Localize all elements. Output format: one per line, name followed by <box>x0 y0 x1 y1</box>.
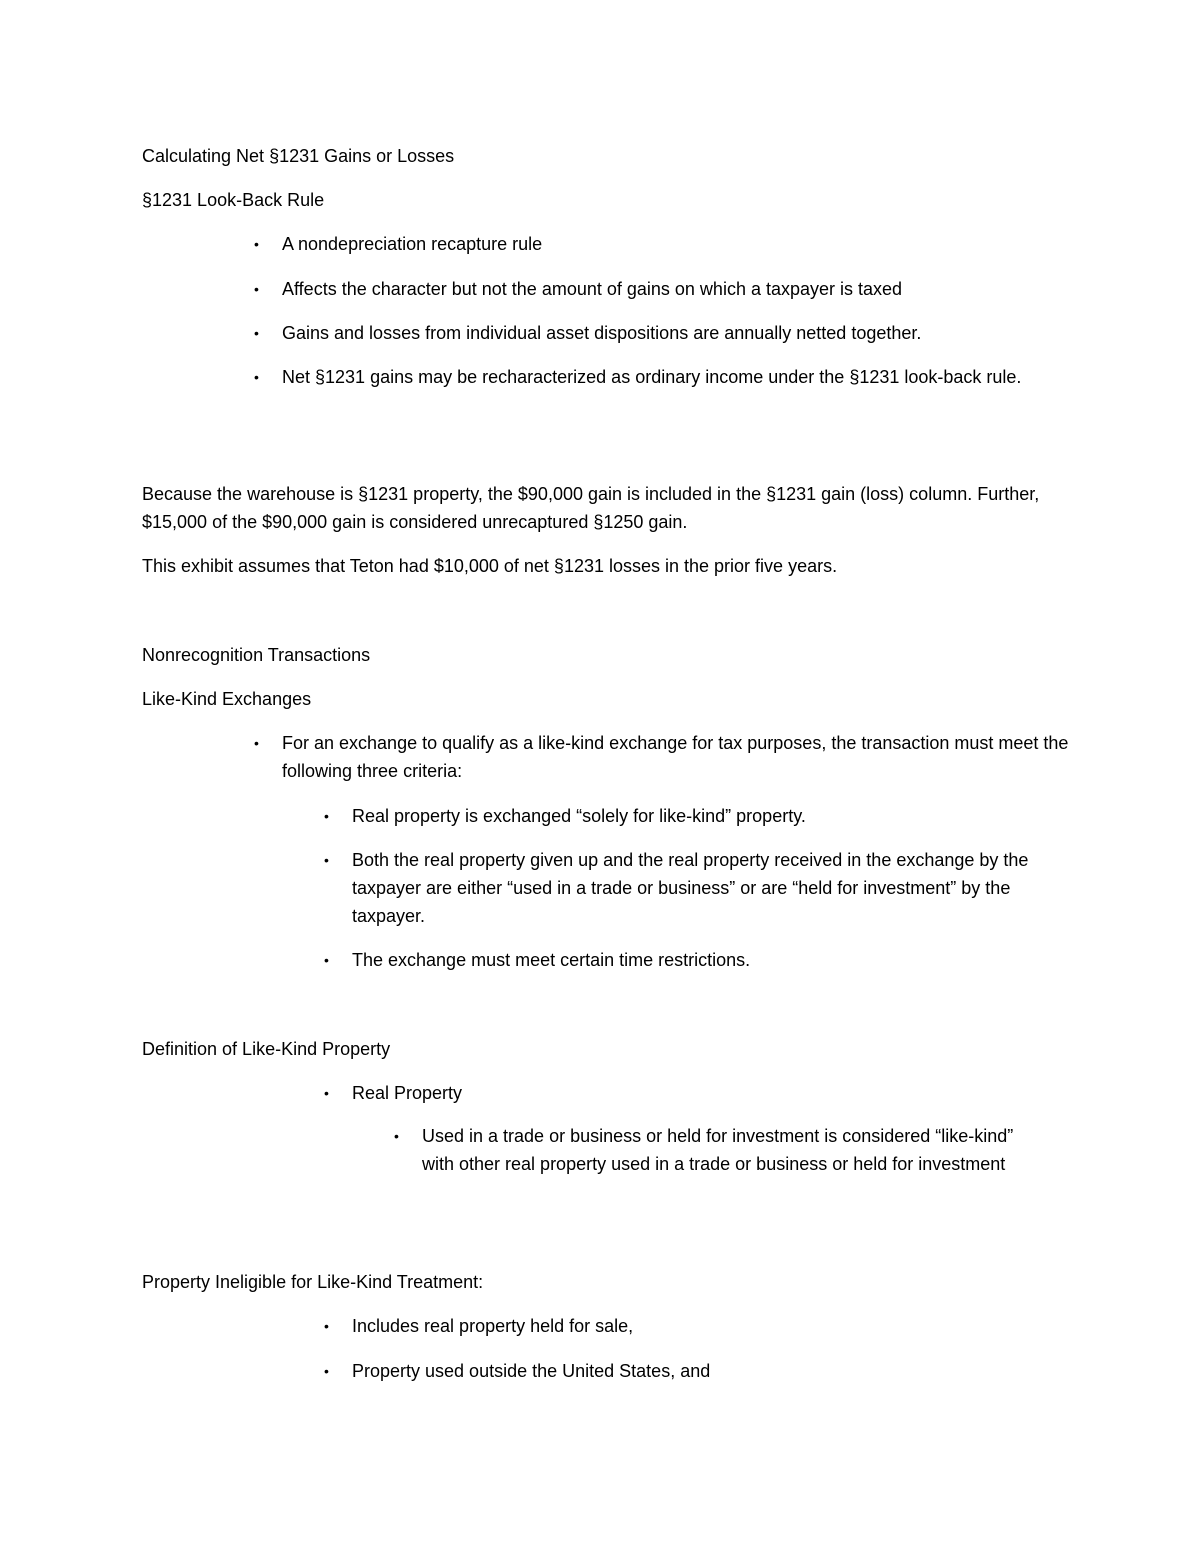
bullet-icon: • <box>254 281 259 297</box>
heading-definition-like-kind: Definition of Like-Kind Property <box>142 1039 391 1059</box>
list-item <box>324 1357 1064 1385</box>
list-item-text: Includes real property held for sale, <box>352 1316 634 1336</box>
list-item-text: Gains and losses from individual asset dispositions are annually netted together. <box>282 323 922 343</box>
paragraph-warehouse: Because the warehouse is §1231 property, the $90,000 gain is included in the §1231 gain (loss) column. Further, $15,000 of the $90,000 gain is considered unrecaptured §1250 gain. <box>142 484 1040 532</box>
list-item-text: Used in a trade or business or held for investment is considered “like-kind” with other real property used in a trade or business or held for investment <box>422 1126 1014 1174</box>
list-item-text: Property used outside the United States, and <box>352 1361 711 1381</box>
list-item-text: A nondepreciation recapture rule <box>282 234 543 254</box>
list-item-text: The exchange must meet certain time restrictions. <box>352 950 751 970</box>
list-item <box>394 1122 1034 1178</box>
list-item <box>254 363 1054 391</box>
bullet-icon: • <box>254 325 259 341</box>
list-item <box>254 230 1074 258</box>
list-item <box>324 802 1064 830</box>
list-item <box>254 319 1074 347</box>
list-item-text: Net §1231 gains may be recharacterized as ordinary income under the §1231 look-back rule. <box>282 367 1022 387</box>
bullet-icon: • <box>324 1085 329 1101</box>
paragraph-teton: This exhibit assumes that Teton had $10,000 of net §1231 losses in the prior five years. <box>142 556 838 576</box>
bullet-icon: • <box>254 236 259 252</box>
bullet-icon: • <box>324 952 329 968</box>
bullet-icon: • <box>254 369 259 385</box>
list-item <box>324 946 1064 974</box>
heading-net-1231: Calculating Net §1231 Gains or Losses <box>142 146 455 166</box>
list-item <box>324 846 1044 930</box>
list-item <box>324 1312 1064 1340</box>
list-item <box>254 275 1074 303</box>
list-item-text: Both the real property given up and the real property received in the exchange by the taxpayer are either “used in a trade or business” or are “held for investment” by the taxpayer. <box>352 850 1029 926</box>
bullet-icon: • <box>324 852 329 868</box>
bullet-icon: • <box>394 1128 399 1144</box>
bullet-icon: • <box>254 735 259 751</box>
bullet-icon: • <box>324 808 329 824</box>
list-item-text: Affects the character but not the amount of gains on which a taxpayer is taxed <box>282 279 903 299</box>
heading-nonrecognition: Nonrecognition Transactions <box>142 645 371 665</box>
list-item <box>324 1079 1064 1107</box>
bullet-icon: • <box>324 1363 329 1379</box>
heading-ineligible-property: Property Ineligible for Like-Kind Treatment: <box>142 1272 484 1292</box>
subheading-like-kind-exchanges: Like-Kind Exchanges <box>142 689 312 709</box>
bullet-icon: • <box>324 1318 329 1334</box>
list-item-text: For an exchange to qualify as a like-kind exchange for tax purposes, the transaction must meet the following three criteria: <box>282 733 1069 781</box>
list-item-text: Real property is exchanged “solely for like-kind” property. <box>352 806 806 826</box>
list-item <box>254 729 1074 785</box>
list-item-text: Real Property <box>352 1083 463 1103</box>
subheading-look-back-rule: §1231 Look-Back Rule <box>142 190 325 210</box>
